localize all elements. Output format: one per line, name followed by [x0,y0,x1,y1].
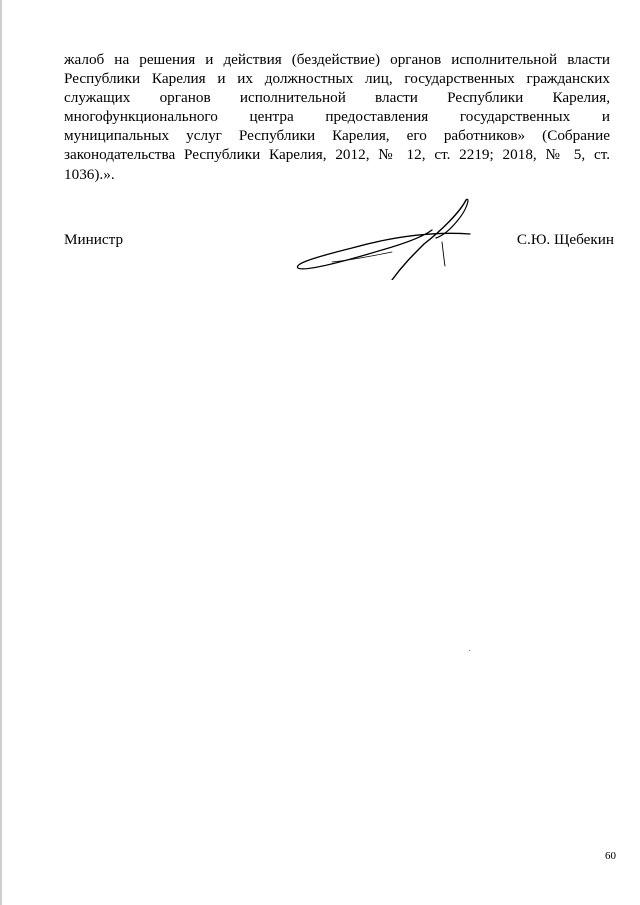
body-line: многофункционального центра предоставления государственных и [64,108,610,126]
body-line: Республики Карелия и их должностных лиц, государственных гражданских [64,70,610,88]
body-line: жалоб на решения и действия (бездействие) органов исполнительной власти [64,51,610,68]
page-number: 60 [605,850,616,862]
handwritten-signature [292,190,482,280]
signer-name: С.Ю. Щебекин [516,231,614,248]
scan-speck [469,650,470,651]
body-paragraph [64,50,610,184]
body-line: 1036).». [64,165,115,183]
page-edge [0,0,2,905]
body-line: служащих органов исполнительной власти Республики Карелия, [64,89,610,107]
signature-tail [442,242,445,266]
signature-vertical [392,200,466,280]
body-line: муниципальных услуг Республики Карелия, его работников» (Собрание [64,127,610,145]
body-line: законодательства Республики Карелия, 2012, № 12, ст. 2219; 2018, № 5, ст. [64,146,610,164]
position-title: Министр [64,231,124,248]
signature-dash [332,252,392,262]
